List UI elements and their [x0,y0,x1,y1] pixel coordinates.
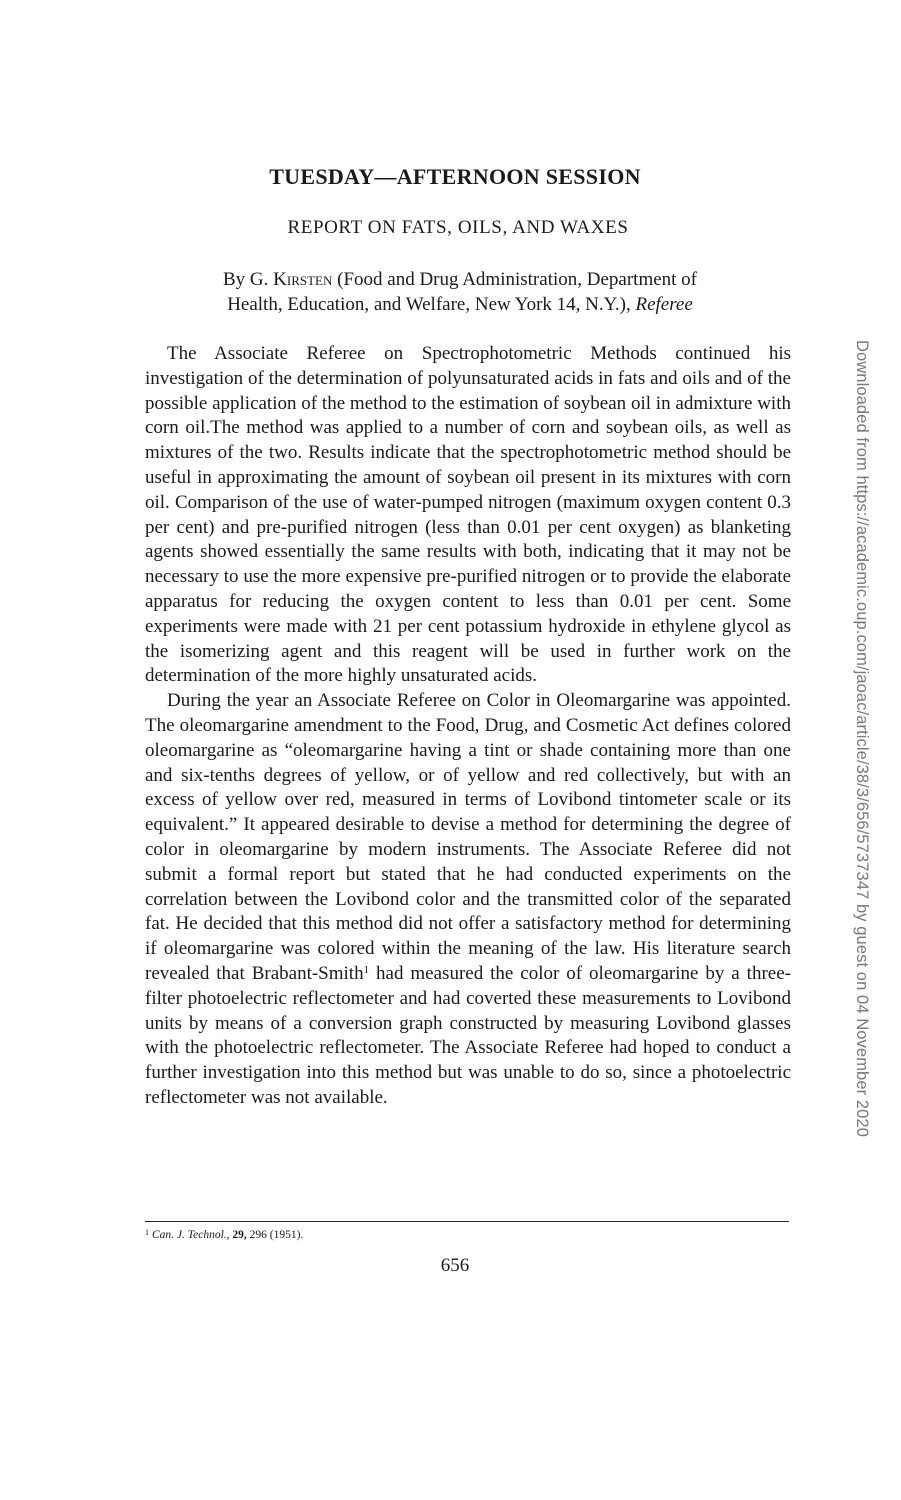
page-number: 656 [440,1255,470,1276]
body-text [145,342,791,1111]
paragraph-2 [145,689,791,1111]
download-watermark [847,340,873,1160]
watermark-text: Downloaded from https://academic.oup.com/jaoac/article/38/3/656/5737347 by guest on 04 November 2020 [853,340,871,1137]
author-role: Referee [635,294,693,315]
paragraph-1: The Associate Referee on Spectrophotometric Methods continued his investigation of the determination of polyunsaturated acids in fats and oils and of the possible application of the method to the estimation of soybean oil in admixture with corn oil.The method was applied to a number of corn and soybean oils, as well as mixtures of the two. Results indicate that the spectrophotometric method should be useful in approximating the amount of soybean oil present in its mixtures with corn oil. Comparison of the use of water-pumped nitrogen (maximum oxygen content 0.3 per cent) and pre-purified nitrogen (less than 0.01 per cent oxygen) as blanketing agents showed essentially the same results with both, indicating that it may not be necessary to use the more expensive pre-purified nitrogen or to provide the elaborate apparatus for reducing the oxygen content to less than 0.01 per cent. Some experiments were made with 21 per cent potassium hydroxide in ethylene glycol as the isomerizing agent and this reagent will be used in further work on the determination of the more highly unsaturated acids. [145,343,791,687]
footnote-reference[interactable]: 1 [363,963,370,976]
affiliation-line1: (Food and Drug Administration, Department of [332,269,698,290]
footnote [145,1226,789,1242]
author-name: Kirsten [273,269,333,290]
footnote-journal: Can. J. Technol., [152,1229,230,1241]
byline-prefix: By G. [222,269,274,290]
footnote-pages: 296 (1951). [246,1229,304,1241]
paragraph-2-part-2: had measured the color of oleomargarine by a three-filter photoelectric reflectometer and had coverted these measurements to Lovibond units by means of a conversion graph constructed by measuring Lovibond glasses with the photoelectric reflectometer. The Associate Referee had hoped to conduct a further investigation into this method but was unable to do so, since a photoelectric reflectometer was not available. [145,962,791,1108]
report-title: REPORT ON FATS, OILS, AND WAXES [287,217,629,238]
paragraph-2-part-1: During the year an Associate Referee on Color in Oleomargarine was appointed. The oleomargarine amendment to the Food, Drug, and Cosmetic Act defines colored oleomargarine as “oleomargarine having a tint or shade containing more than one and six-tenths degrees of yellow, or of yellow and red collectively, but with an excess of yellow over red, measured in terms of Lovibond tintometer scale or its equivalent.” It appeared desirable to devise a method for determining the degree of color in oleomargarine by modern instruments. The Associate Referee did not submit a formal report but stated that he had conducted experiments on the correlation between the Lovibond color and the transmitted color of the separated fat. He decided that this method did not offer a satisfactory method for determining if oleomargarine was colored within the meaning of the law. His literature search revealed that Brabant-Smith [145,690,791,984]
footnote-mark: 1 [145,1228,149,1237]
footnote-divider [145,1221,789,1222]
session-title: TUESDAY—AFTERNOON SESSION [269,164,641,189]
affiliation-line2: Health, Education, and Welfare, New York 14, N.Y.), [227,294,636,315]
footnote-volume: 29, [232,1229,247,1241]
byline [140,267,780,317]
